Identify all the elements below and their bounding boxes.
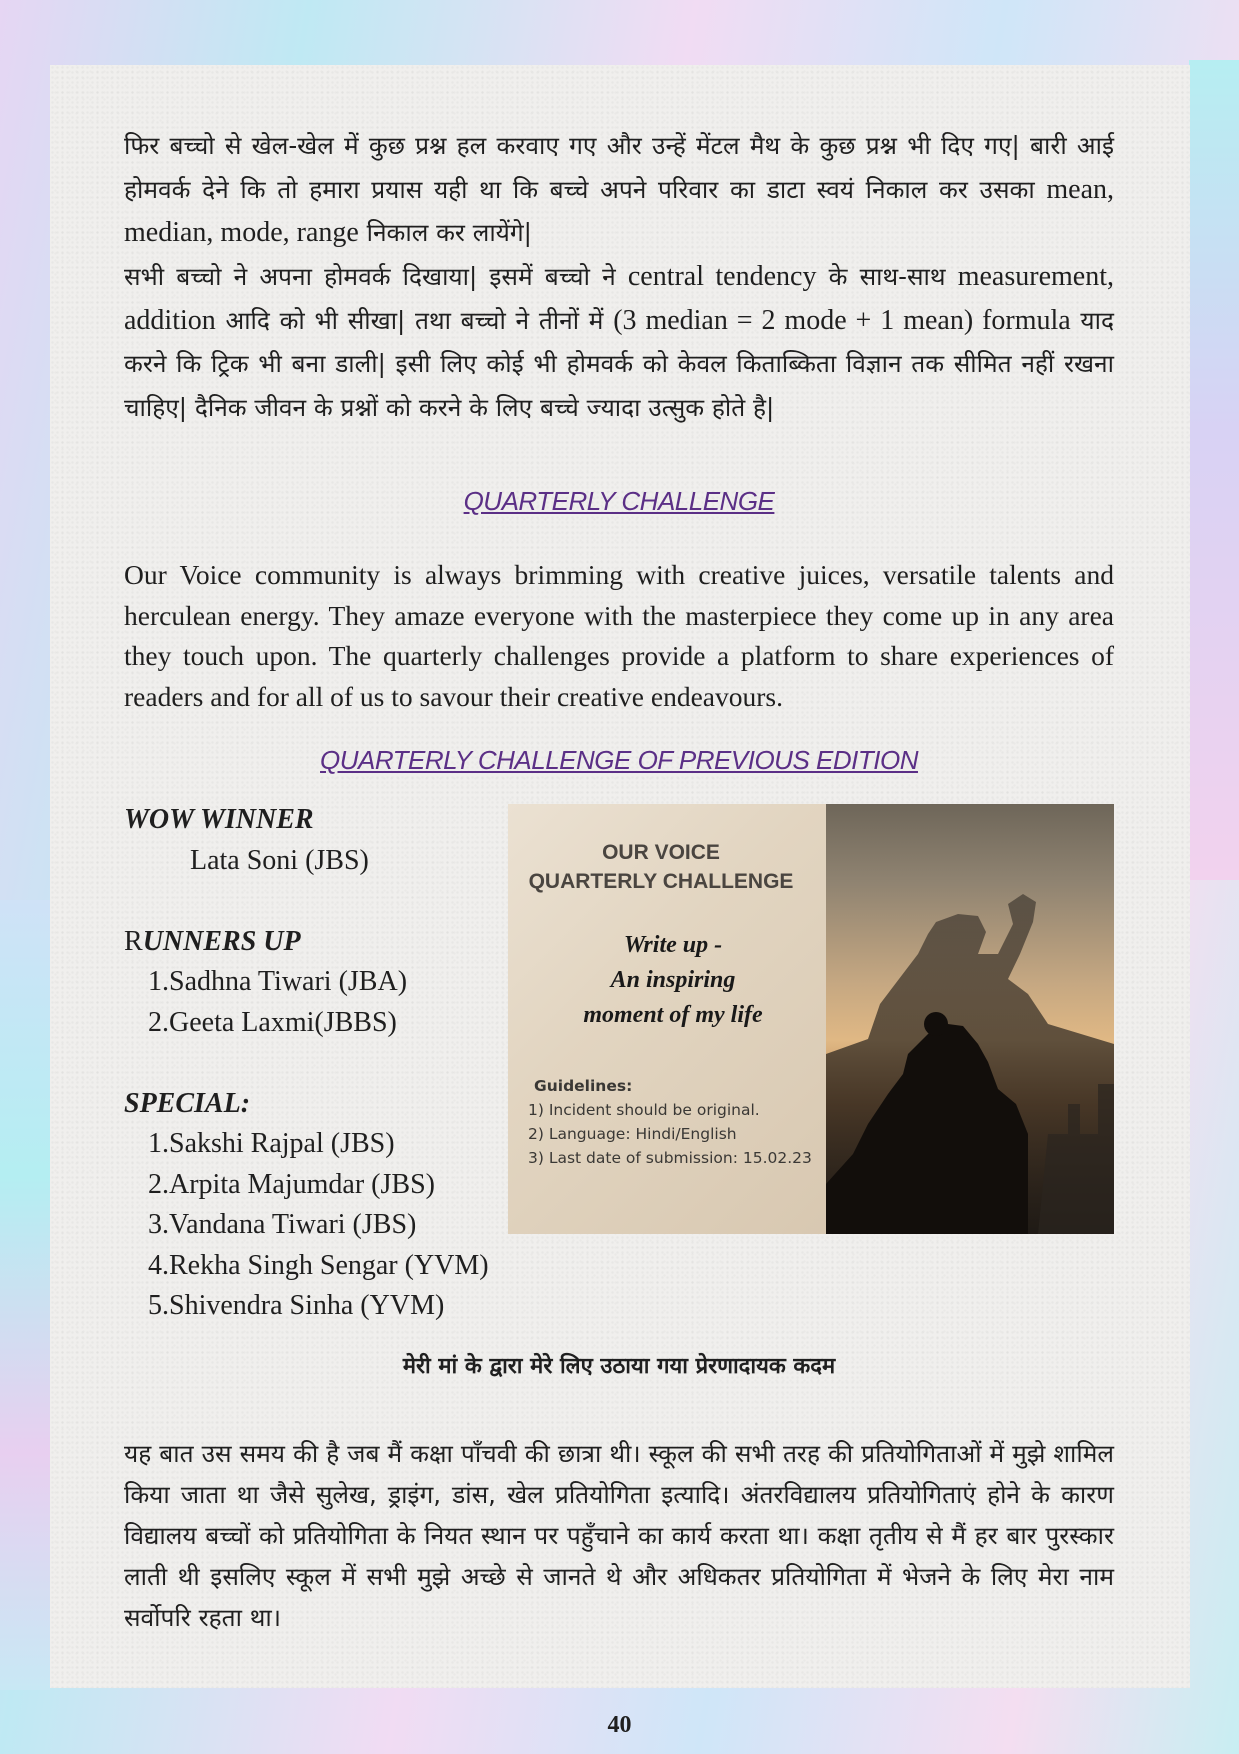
runners-up-label xyxy=(124,922,514,963)
decorative-wash-left xyxy=(0,900,50,1690)
story-paragraph: यह बात उस समय की है जब मैं कक्षा पाँचवी की छात्रा थी। स्कूल की सभी तरह की प्रतियोगिताओं में मुझे शामिल किया जाता था जैसे सुलेख, ड्राइंग, डांस, खेल प्रतियोगिता इत्यादि। अंतरविद्यालय प्रतियोगिताएं होने के कारण विद्यालय बच्चों को प्रतियोगिता के नियत स्थान पर पहुँचाने का कार्य करता था। कक्षा तृतीय से मैं हर बार पुरस्कार लाती थी इसलिए स्कूल में सभी मुझे अच्छे से जानते थे और अधिकतर प्रतियोगिता में भेजने के लिए मेरा नाम सर्वोपरि रहता था। xyxy=(124,1439,1114,1632)
para-seg: याद करने कि ट्रिक भी बना डाली| इसी लिए कोई भी होमवर्क को केवल किताब्किता विज्ञान तक सीमित नहीं रखना चाहिए| दैनिक जीवन के प्रश्नों को करने के लिए बच्चे ज्यादा उत्सुक होते है| xyxy=(124,305,1114,422)
quarterly-challenge-heading: QUARTERLY CHALLENGE xyxy=(463,486,775,516)
list-item: 3.Vandana Tiwari (JBS) xyxy=(148,1209,417,1240)
poster-guidelines xyxy=(528,1074,828,1170)
poster-topic-line: Write up - xyxy=(623,932,723,958)
wow-winner-name: Lata Soni (JBS) xyxy=(190,844,369,876)
list-item: 2.Arpita Majumdar (JBS) xyxy=(148,1168,435,1200)
para-seg: central tendency xyxy=(627,261,817,292)
para-seg: (3 median = 2 mode + 1 mean) formula xyxy=(613,304,1071,336)
wow-winner-label: WOW WINNER xyxy=(124,804,314,835)
list-item: 4.Rekha Singh Sengar (YVM) xyxy=(148,1249,489,1281)
list-item: 2.Geeta Laxmi(JBBS) xyxy=(148,1006,397,1038)
runners-label-rest: UNNERS UP xyxy=(142,925,301,957)
guidelines-label: Guidelines: xyxy=(534,1077,633,1095)
poster-title xyxy=(508,838,814,896)
list-item: 1.Sakshi Rajpal (JBS) xyxy=(148,1128,395,1159)
winners-list xyxy=(124,800,514,1327)
para-seg: measurement, addition xyxy=(124,261,1114,336)
decorative-wash-right xyxy=(1189,60,1239,880)
list-item: 1.Sadhna Tiwari (JBA) xyxy=(148,966,408,997)
poster-topic-line: An inspiring xyxy=(610,967,736,993)
intro-paragraph xyxy=(124,124,1114,255)
poster-topic-line: moment of my life xyxy=(583,1002,763,1028)
intro-seg: फिर बच्चो से खेल-खेल में कुछ प्रश्न हल करवाए गए और उन्हें मेंटल मैथ के कुछ प्रश्न भी दिए गए| बारी आई होमवर्क देने कि तो हमारा प्रयास यही था कि बच्चे अपने परिवार का डाटा स्वयं निकाल कर उसका xyxy=(124,131,1114,204)
community-paragraph: Our Voice community is always brimming with creative juices, versatile talents and herculean energy. They amaze everyone with the masterpiece they come up in any area they touch upon. The quarterly challenges provide a platform to share experiences of readers and for all of us to savour their creative endeavours. xyxy=(124,559,1114,712)
guideline-item: 1) Incident should be original. xyxy=(528,1101,760,1119)
para-seg: आदि को भी सीखा| तथा बच्चो ने तीनों में xyxy=(215,305,614,335)
special-label: SPECIAL: xyxy=(124,1087,251,1119)
special-list xyxy=(124,1124,514,1327)
para-seg: सभी बच्चो ने अपना होमवर्क दिखाया| इसमें बच्चो ने xyxy=(124,262,628,291)
page-number: 40 xyxy=(607,1712,632,1738)
guideline-item: 2) Language: Hindi/English xyxy=(528,1125,737,1143)
runners-label-initial: R xyxy=(124,925,143,957)
previous-edition-heading: QUARTERLY CHALLENGE OF PREVIOUS EDITION xyxy=(320,745,918,775)
runners-up-list xyxy=(124,962,514,1043)
list-item: 5.Shivendra Sinha (YVM) xyxy=(148,1290,445,1321)
challenge-poster-image xyxy=(508,804,1114,1234)
poster-title-line: QUARTERLY CHALLENGE xyxy=(528,870,794,893)
poster-title-line: OUR VOICE xyxy=(602,841,720,864)
intro-seg: निकाल कर लायेंगे| xyxy=(358,218,532,247)
poster-topic xyxy=(508,928,838,1033)
story-title: मेरी मां के द्वारा मेरे लिए उठाया गया प्रेरणादायक कदम xyxy=(402,1354,836,1379)
guideline-item: 3) Last date of submission: 15.02.23 xyxy=(528,1149,812,1167)
para-seg: के साथ-साथ xyxy=(816,262,958,291)
second-paragraph xyxy=(124,255,1114,429)
intro-seg: mean, median, mode, range xyxy=(124,173,1114,248)
